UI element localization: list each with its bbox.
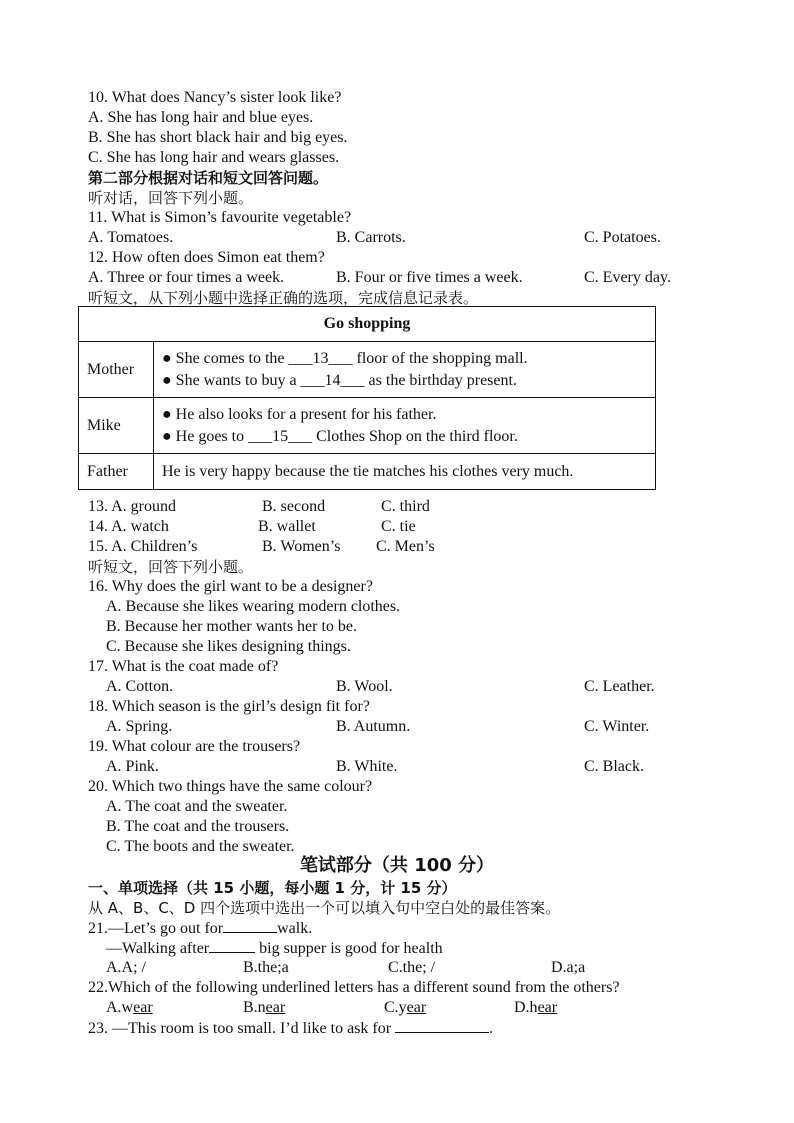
q22-option-a-underlined: ear (133, 999, 153, 1016)
q10-stem: 10. What does Nancy’s sister look like? (88, 89, 342, 106)
q22-option-a-pre: A.w (106, 999, 134, 1016)
q21-option-a: A.A; / (106, 959, 146, 976)
q18-option-b: B. Autumn. (336, 718, 411, 735)
table-row-father (79, 454, 656, 490)
q21-option-c: C.the; / (388, 959, 436, 976)
q16-stem: 16. Why does the girl want to be a designer? (88, 578, 373, 595)
q22-option-b (243, 998, 285, 1018)
q13-option-b: B. second (262, 498, 326, 515)
mother-line-2-post: as the birthday present. (364, 371, 517, 389)
mother-line-1 (162, 348, 647, 370)
q15-option-c: C. Men’s (376, 538, 435, 555)
q21-option-d: D.a;a (551, 959, 586, 976)
q23-stem-pre: 23. —This room is too small. I’d like to ask for (88, 1020, 396, 1037)
mike-line-2-post: Clothes Shop on the third floor. (312, 427, 518, 445)
mother-line-2 (162, 370, 647, 392)
q10-option-c: C. She has long hair and wears glasses. (88, 149, 340, 166)
written-part-title: 笔试部分（共 100 分） (299, 855, 495, 876)
q18-option-a: A. Spring. (106, 718, 173, 735)
q13-option-a: 13. A. ground (88, 498, 176, 515)
row-label-father: Father (79, 454, 154, 490)
q10-option-a: A. She has long hair and blue eyes. (88, 109, 314, 126)
q21-blank-1 (223, 918, 277, 933)
mike-line-2 (162, 426, 647, 448)
row-label-mike: Mike (79, 398, 154, 454)
mike-details (154, 398, 656, 454)
blank-15: ___15___ (248, 427, 313, 445)
q22-option-d (514, 998, 557, 1018)
mike-line-2-pre: ● He goes to (162, 427, 249, 445)
section1-heading: 一、单项选择（共 15 小题，每小题 1 分，计 15 分） (88, 879, 457, 897)
father-details: He is very happy because the tie matches his clothes very much. (154, 454, 656, 490)
q20-option-b: B. The coat and the trousers. (106, 818, 290, 835)
q12-option-a: A. Three or four times a week. (88, 269, 285, 286)
q13-option-c: C. third (381, 498, 430, 515)
table-row-mike (79, 398, 656, 454)
q21-line-1-pre: 21.—Let’s go out for (88, 920, 224, 937)
table-row-mother (79, 342, 656, 398)
q21-line-2 (106, 938, 443, 959)
q23-stem (88, 1018, 493, 1039)
q22-option-d-pre: D.h (514, 999, 538, 1016)
q23-blank (395, 1018, 489, 1033)
q22-stem: 22.Which of the following underlined letters has a different sound from the others? (88, 979, 620, 996)
q14-option-a: 14. A. watch (88, 518, 169, 535)
q20-option-c: C. The boots and the sweater. (106, 838, 295, 855)
q21-line-1-post: walk. (277, 920, 313, 937)
mike-line-1: ● He also looks for a present for his father. (162, 405, 437, 423)
q12-option-b: B. Four or five times a week. (336, 269, 523, 286)
q22-option-b-underlined: ear (265, 999, 286, 1016)
q21-line-1 (88, 918, 312, 939)
blank-14: ___14___ (300, 371, 365, 389)
q19-option-a: A. Pink. (106, 758, 159, 775)
dialog-instruction: 听对话，回答下列小题。 (88, 189, 254, 207)
blank-13: ___13___ (288, 349, 353, 367)
passage2-instruction: 听短文，回答下列小题。 (88, 558, 254, 576)
q11-stem: 11. What is Simon’s favourite vegetable? (88, 209, 352, 226)
q18-option-c: C. Winter. (584, 718, 650, 735)
q21-option-b: B.the;a (243, 959, 289, 976)
q22-option-c (384, 998, 426, 1018)
q19-option-b: B. White. (336, 758, 398, 775)
mother-details (154, 342, 656, 398)
row-label-mother: Mother (79, 342, 154, 398)
q15-option-a: 15. A. Children’s (88, 538, 198, 555)
q22-option-b-pre: B.n (243, 999, 266, 1016)
mother-line-2-pre: ● She wants to buy a (162, 371, 301, 389)
q23-stem-post: . (489, 1020, 494, 1037)
q15-option-b: B. Women’s (262, 538, 341, 555)
q17-option-b: B. Wool. (336, 678, 393, 695)
q21-line-2-pre: —Walking after (106, 940, 210, 957)
passage-instruction: 听短文，从下列小题中选择正确的选项，完成信息记录表。 (88, 289, 479, 307)
table-title: Go shopping (79, 307, 656, 342)
q22-option-a (106, 998, 153, 1018)
q17-option-c: C. Leather. (584, 678, 655, 695)
q22-option-c-underlined: ear (406, 999, 427, 1016)
q14-option-b: B. wallet (258, 518, 316, 535)
q22-option-c-pre: C.y (384, 999, 407, 1016)
q18-stem: 18. Which season is the girl’s design fit for? (88, 698, 370, 715)
section1-instruction: 从 A、B、C、D 四个选项中选出一个可以填入句中空白处的最佳答案。 (88, 899, 561, 917)
q10-option-b: B. She has short black hair and big eyes. (88, 129, 348, 146)
q21-line-2-post: big supper is good for health (255, 940, 443, 957)
q11-option-b: B. Carrots. (336, 229, 406, 246)
q19-option-c: C. Black. (584, 758, 644, 775)
info-record-table (78, 306, 656, 490)
mother-line-1-post: floor of the shopping mall. (352, 349, 528, 367)
q12-option-c: C. Every day. (584, 269, 671, 286)
q19-stem: 19. What colour are the trousers? (88, 738, 301, 755)
q16-option-b: B. Because her mother wants her to be. (106, 618, 358, 635)
q16-option-c: C. Because she likes designing things. (106, 638, 351, 655)
q11-option-c: C. Potatoes. (584, 229, 661, 246)
q20-option-a: A. The coat and the sweater. (106, 798, 288, 815)
q14-option-c: C. tie (381, 518, 416, 535)
q21-blank-2 (209, 938, 255, 953)
mother-line-1-pre: ● She comes to the (162, 349, 289, 367)
q11-option-a: A. Tomatoes. (88, 229, 174, 246)
q16-option-a: A. Because she likes wearing modern clothes. (106, 598, 401, 615)
q20-stem: 20. Which two things have the same colour? (88, 778, 373, 795)
q17-stem: 17. What is the coat made of? (88, 658, 279, 675)
part2-heading: 第二部分根据对话和短文回答问题。 (88, 169, 329, 187)
q22-option-d-underlined: ear (537, 999, 558, 1016)
q17-option-a: A. Cotton. (106, 678, 174, 695)
q12-stem: 12. How often does Simon eat them? (88, 249, 325, 266)
